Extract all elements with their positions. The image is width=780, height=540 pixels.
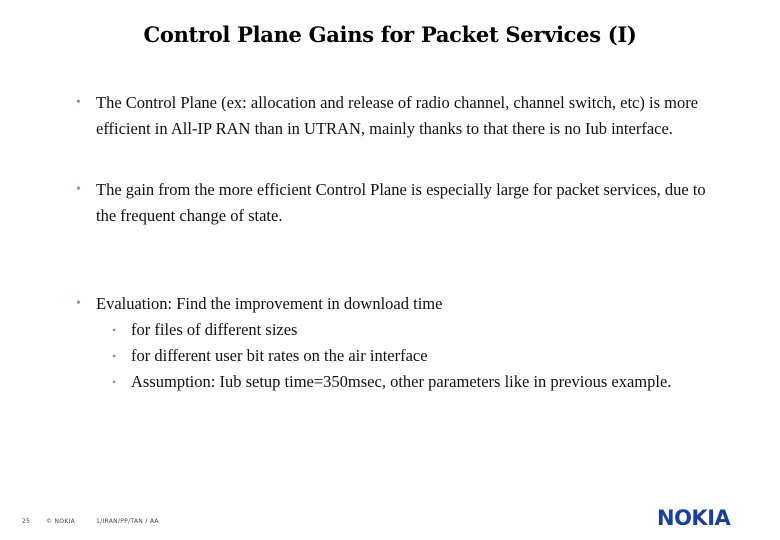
sub-bullet-item xyxy=(112,343,428,369)
sub-bullet-text: for different user bit rates on the air interface xyxy=(131,346,428,365)
sub-bullet-marker: • xyxy=(112,349,117,363)
footer-doc-id: 1/IRAN/PP/TAN / AA xyxy=(96,518,159,525)
nokia-logo: NOKIA xyxy=(657,506,731,530)
bullet-item xyxy=(76,90,706,142)
sub-bullet-marker: • xyxy=(112,375,117,389)
sub-bullet-item xyxy=(112,317,298,343)
bullet-marker: • xyxy=(76,95,81,110)
bullet-marker: • xyxy=(76,296,81,311)
sub-bullet-item xyxy=(112,369,672,395)
slide-title: Control Plane Gains for Packet Services (I) xyxy=(143,22,637,47)
footer-copyright: © NOKIA xyxy=(46,518,76,525)
bullet-item xyxy=(76,177,726,229)
bullet-text: The gain from the more efficient Control Plane is especially large for packet services, due to the frequent change of state. xyxy=(96,180,706,225)
sub-bullet-marker: • xyxy=(112,323,117,337)
bullet-text: The Control Plane (ex: allocation and release of radio channel, channel switch, etc) is more efficient in All-IP RAN than in UTRAN, mainly thanks to that there is no Iub interface. xyxy=(96,93,699,138)
footer-page-number: 25 xyxy=(22,518,31,525)
sub-bullet-text: for files of different sizes xyxy=(131,320,298,339)
bullet-item xyxy=(76,291,716,317)
bullet-text: Evaluation: Find the improvement in download time xyxy=(96,294,443,313)
sub-bullet-text: Assumption: Iub setup time=350msec, other parameters like in previous example. xyxy=(131,372,672,391)
bullet-marker: • xyxy=(76,182,81,197)
